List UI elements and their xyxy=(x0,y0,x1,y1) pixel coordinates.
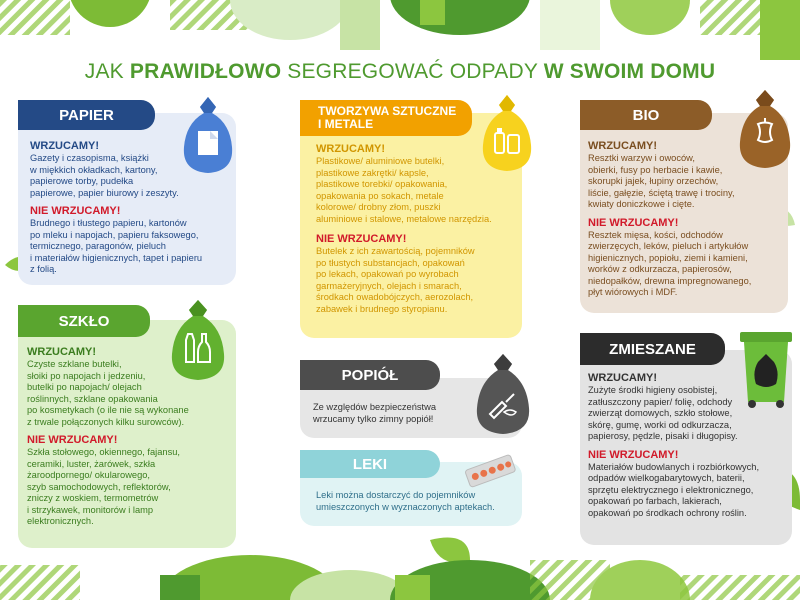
bio-yes-line: skorupki jajek, łupiny orzechów, xyxy=(588,176,719,186)
bio-yes-line: liście, gałęzie, ściętą trawę i trociny, xyxy=(588,187,735,198)
zmieszane-yes-line: papierosy, pędzle, pisaki i długopisy. xyxy=(588,431,738,441)
szklo-yes-line: po kosmetykach (o ile nie są wykonane xyxy=(27,405,189,415)
zmieszane-yes-label: WRZUCAMY! xyxy=(588,372,658,384)
zmieszane-no-label: NIE WRZUCAMY! xyxy=(588,448,679,461)
papier-no-line: Brudnego i tłustego papieru, kartonów xyxy=(30,218,187,228)
yellow-bag-plastic-icon xyxy=(477,93,537,175)
szklo-yes-line: Czyste szklane butelki, xyxy=(27,359,122,369)
papier-yes-line: Gazety i czasopisma, książki xyxy=(30,153,149,163)
bio-no-line: płyt wiórowych i MDF. xyxy=(588,287,678,297)
zmieszane-yes-line: zatłuszczony papier/ folię, odchody xyxy=(588,396,733,407)
szklo-no-label: NIE WRZUCAMY! xyxy=(27,434,118,446)
papier-yes-line: w miękkich okładkach, kartony, xyxy=(30,164,158,175)
szklo-yes-label: WRZUCAMY! xyxy=(27,346,97,358)
zmieszane-no-line: sprzętu elektrycznego i elektronicznego, xyxy=(588,484,754,495)
szklo-no-line: szyb samochodowych, reflektorów, xyxy=(27,481,171,492)
leki-line: Leki można dostarczyć do pojemników xyxy=(316,490,476,500)
papier-yes-line: papierowe torby, pudełka xyxy=(30,176,134,186)
tworzywa-yes-line: kolorowe/ drobny złom, puszki xyxy=(316,202,441,212)
bio-yes-label: WRZUCAMY! xyxy=(588,140,658,152)
leki-line: umieszczonych w wyznaczonych aptekach. xyxy=(316,501,495,512)
tworzywa-yes-line: opakowania po sokach, metale xyxy=(316,190,444,201)
tworzywa-yes-line: aluminiowe i stalowe, metalowe narzędzia. xyxy=(316,213,492,224)
tworzywa-yes-line: plastikowe zakrętki/ kapsle, xyxy=(316,167,429,178)
papier-no-line: i materiałów higienicznych, tapet i papieru xyxy=(30,252,203,263)
zmieszane-yes-line: skórę, gumę, worki od odkurzacza, xyxy=(588,419,732,430)
bio-no-label: NIE WRZUCAMY! xyxy=(588,216,679,229)
zmieszane-no-line: Materiałów budowlanych i rozbiórkowych, xyxy=(588,461,760,472)
bio-no-line: Resztek mięsa, kości, odchodów xyxy=(588,229,723,240)
leki-header: LEKI xyxy=(300,450,440,478)
popiol-line: Ze względów bezpieczeństwa xyxy=(313,402,436,412)
popiol-header: POPIÓŁ xyxy=(300,360,440,390)
popiol-text xyxy=(313,402,483,425)
szklo-no-line: i strzykawek, monitorów i lamp xyxy=(27,504,154,515)
papier-no-line: termicznego, paragonów, pieluch xyxy=(30,241,166,251)
tworzywa-no-line: po tłustych substancjach, opakowań xyxy=(316,257,465,268)
bio-header: BIO xyxy=(580,100,712,130)
zmieszane-no-line: opakowań po farbach, lakierach, xyxy=(588,496,722,506)
gray-bag-ash-icon xyxy=(472,352,534,438)
szklo-header: SZKŁO xyxy=(18,305,150,337)
tworzywa-no-label: NIE WRZUCAMY! xyxy=(316,233,407,245)
szklo-no-line: zniczy z woskiem, termometrów xyxy=(27,493,159,503)
tworzywa-no-line: garmażeryjnych, olejach i smarach, xyxy=(316,280,462,291)
papier-yes-label: WRZUCAMY! xyxy=(30,140,100,152)
tworzywa-no-line: zabawek i brudnego styropianu. xyxy=(316,303,448,314)
bio-yes-line: obierki, fusy po herbacie i kawie, xyxy=(588,164,723,175)
tworzywa-no-line: Butelek z ich zawartością, pojemników xyxy=(316,246,475,256)
zmieszane-no-line: opakowań po środkach ochrony roślin. xyxy=(588,507,747,518)
pill-blister-icon xyxy=(462,450,518,490)
szklo-yes-line: roślinnych, szklane opakowania xyxy=(27,393,158,404)
zmieszane-yes-line: zwierząt domowych, szkło stołowe, xyxy=(588,408,733,418)
szklo-no-line: żaroodpornego/ okularowego, xyxy=(27,470,151,480)
tworzywa-no-line: po lekach, opakowań po wyrobach xyxy=(316,269,459,279)
tworzywa-header-line: I METALE xyxy=(318,117,374,131)
green-bag-glass-icon xyxy=(166,298,230,384)
zmieszane-no-line: odpadów wielkogabarytowych, baterii, xyxy=(588,473,745,483)
papier-yes-line: papierowe, papier biurowy i zeszyty. xyxy=(30,187,179,198)
tworzywa-no-line: środkach owadobójczych, aerozolach, xyxy=(316,292,474,302)
bio-no-line: worków z odkurzacza, papierosów, xyxy=(588,264,732,274)
bio-no-line: niedopałków, drewna impregnowanego, xyxy=(588,275,752,286)
leki-text xyxy=(316,490,521,513)
szklo-yes-line: słoiki po napojach i jedzeniu, xyxy=(27,370,146,381)
szklo-no-line: ceramiki, luster, żarówek, szkła xyxy=(27,458,156,469)
papier-no-label: NIE WRZUCAMY! xyxy=(30,205,121,217)
brown-bag-bio-icon xyxy=(734,88,796,172)
bio-no-line: zwierzęcych, leków, pieluch i artykułów xyxy=(588,241,749,251)
tworzywa-yes-label: WRZUCAMY! xyxy=(316,143,386,155)
papier-header: PAPIER xyxy=(18,100,155,130)
page-title: JAK PRAWIDŁOWO SEGREGOWAĆ ODPADY W SWOIM DOMU xyxy=(84,60,716,83)
zmieszane-header: ZMIESZANE xyxy=(580,333,725,365)
tworzywa-yes-line: plastikowe torebki/ opakowania, xyxy=(316,179,448,189)
blue-bag-paper-icon xyxy=(178,95,238,177)
szklo-no-line: Szkła stołowego, okiennego, fajansu, xyxy=(27,447,180,457)
tworzywa-yes-line: Plastikowe/ aluminiowe butelki, xyxy=(316,156,445,166)
szklo-yes-line: butelki po napojach/ olejach xyxy=(27,382,142,392)
bio-yes-line: Resztki warzyw i owoców, xyxy=(588,153,695,163)
bio-no-line: higienicznych, popiołu, ziemi i kamieni, xyxy=(588,252,748,263)
green-bin-mixed-icon xyxy=(738,328,794,408)
papier-no-line: z folią. xyxy=(30,264,57,274)
szklo-no-line: elektronicznych. xyxy=(27,516,94,526)
zmieszane-yes-line: Zużyte środki higieny osobistej, xyxy=(588,385,718,395)
tworzywa-header xyxy=(300,100,472,136)
tworzywa-header-line: TWORZYWA SZTUCZNE xyxy=(318,104,457,118)
szklo-yes-line: z trwale połączonych kilku surowców). xyxy=(27,416,185,427)
popiol-line: wrzucamy tylko zimny popiół! xyxy=(313,413,434,424)
bio-yes-line: kwiaty doniczkowe i cięte. xyxy=(588,199,695,209)
papier-no-line: po mleku i napojach, papieru faksowego, xyxy=(30,229,199,240)
